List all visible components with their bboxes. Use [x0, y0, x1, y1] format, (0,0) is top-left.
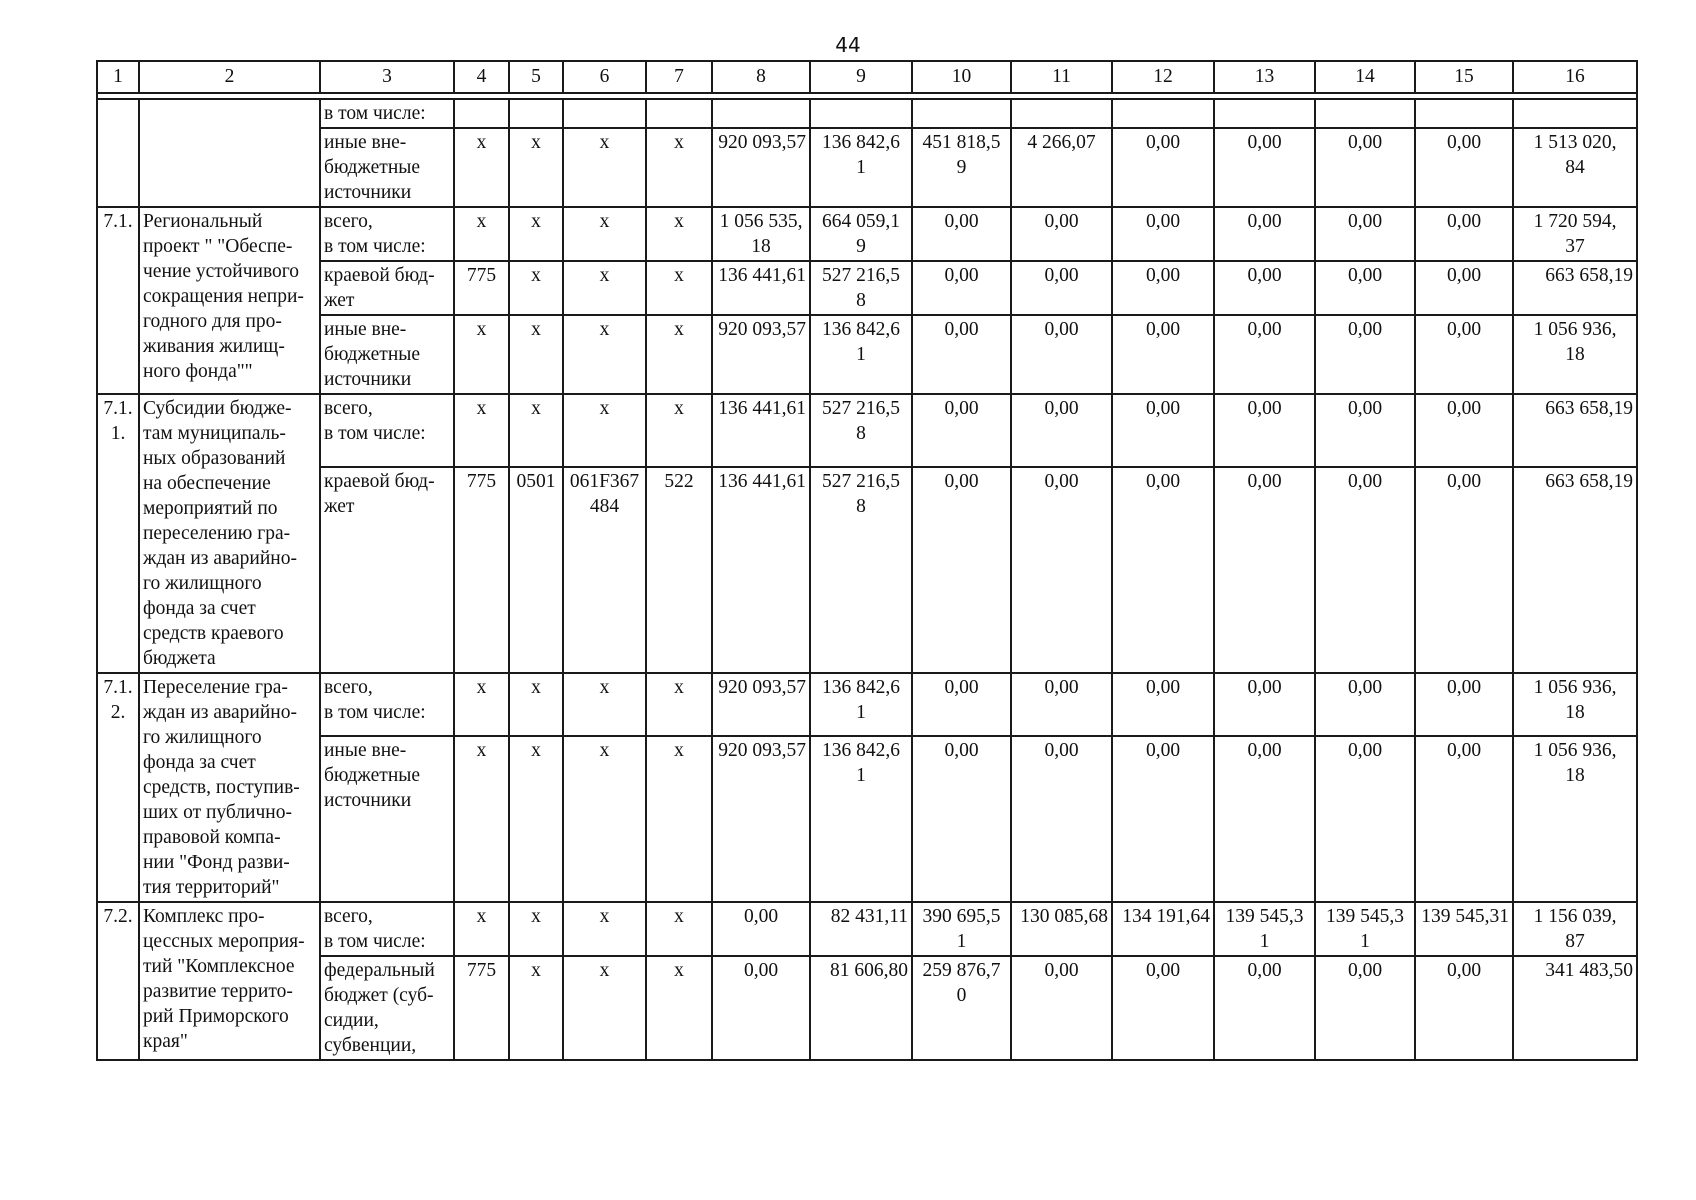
- table-cell: 0,00: [1315, 956, 1415, 1060]
- table-cell: х: [454, 315, 509, 394]
- table-cell: 0,00: [1214, 736, 1315, 902]
- table-cell: х: [646, 956, 712, 1060]
- table-cell: 0,00: [1011, 315, 1112, 394]
- table-cell: 0,00: [1112, 261, 1214, 315]
- table-cell: 0,00: [1214, 315, 1315, 394]
- table-row: [97, 315, 1637, 394]
- table-cell: х: [563, 261, 646, 315]
- header-cell: 7: [646, 61, 712, 93]
- funding-source-cell: всего, в том числе:: [320, 394, 454, 467]
- funding-source-cell: всего, в том числе:: [320, 673, 454, 736]
- table-cell: 0,00: [1011, 261, 1112, 315]
- item-name-cell: [139, 99, 320, 207]
- table-cell: 0,00: [1112, 128, 1214, 207]
- table-cell: 061F367 484: [563, 467, 646, 673]
- table-cell: 0,00: [1112, 736, 1214, 902]
- table-cell: х: [646, 394, 712, 467]
- table-cell: 1 056 535, 18: [712, 207, 810, 261]
- table-cell: 0,00: [1011, 207, 1112, 261]
- table-cell: 775: [454, 261, 509, 315]
- table-cell: 0,00: [1214, 261, 1315, 315]
- table-cell: 0,00: [1011, 736, 1112, 902]
- funding-source-cell: в том числе:: [320, 99, 454, 128]
- table-cell: 775: [454, 956, 509, 1060]
- header-cell: 8: [712, 61, 810, 93]
- table-cell: х: [563, 128, 646, 207]
- total-cell: 663 658,19: [1513, 261, 1637, 315]
- table-cell: 81 606,80: [810, 956, 912, 1060]
- table-cell: 0,00: [1415, 207, 1513, 261]
- column-number-header-row: [97, 61, 1637, 93]
- table-cell: 0,00: [1214, 394, 1315, 467]
- table-cell: 0,00: [1315, 736, 1415, 902]
- table-row: [97, 128, 1637, 207]
- total-cell: 1 720 594, 37: [1513, 207, 1637, 261]
- table-cell: х: [454, 902, 509, 956]
- table-cell: 0,00: [1315, 261, 1415, 315]
- row-number-cell: 7.1.: [97, 207, 139, 394]
- table-cell: х: [646, 673, 712, 736]
- header-cell: 13: [1214, 61, 1315, 93]
- table-cell: 0,00: [1315, 315, 1415, 394]
- total-cell: 1 156 039, 87: [1513, 902, 1637, 956]
- table-cell: 0,00: [1315, 207, 1415, 261]
- table-cell: 0,00: [1214, 207, 1315, 261]
- table-cell: 134 191,64: [1112, 902, 1214, 956]
- table-cell: 82 431,11: [810, 902, 912, 956]
- table-cell: х: [563, 902, 646, 956]
- header-cell: 16: [1513, 61, 1637, 93]
- table-cell: 0,00: [1011, 673, 1112, 736]
- table-cell: х: [509, 394, 563, 467]
- table-cell: 0,00: [912, 467, 1011, 673]
- table-cell: 527 216,5 8: [810, 394, 912, 467]
- table-cell: 0,00: [1214, 128, 1315, 207]
- total-cell: 1 513 020, 84: [1513, 128, 1637, 207]
- total-cell: 1 056 936, 18: [1513, 315, 1637, 394]
- table-cell: 139 545,3 1: [1315, 902, 1415, 956]
- table-cell: х: [646, 261, 712, 315]
- table-cell: 0,00: [1315, 128, 1415, 207]
- table-cell: 0,00: [712, 902, 810, 956]
- table-cell: х: [509, 207, 563, 261]
- table-row: [97, 956, 1637, 1060]
- table-cell: 136 441,61: [712, 467, 810, 673]
- table-cell: 136 441,61: [712, 261, 810, 315]
- table-cell: 522: [646, 467, 712, 673]
- table-cell: 0,00: [1112, 467, 1214, 673]
- table-cell: 136 441,61: [712, 394, 810, 467]
- header-cell: 10: [912, 61, 1011, 93]
- table-cell: 0,00: [1315, 673, 1415, 736]
- table-cell: 136 842,6 1: [810, 736, 912, 902]
- table-cell: 136 842,6 1: [810, 128, 912, 207]
- funding-source-cell: иные вне- бюджетные источники: [320, 315, 454, 394]
- total-cell: 1 056 936, 18: [1513, 673, 1637, 736]
- table-cell: 0,00: [1112, 956, 1214, 1060]
- row-number-cell: 7.2.: [97, 902, 139, 1060]
- table-cell: 0,00: [1112, 394, 1214, 467]
- row-number-cell: 7.1. 1.: [97, 394, 139, 673]
- table-cell: х: [509, 128, 563, 207]
- table-cell: 0,00: [1415, 956, 1513, 1060]
- header-cell: 3: [320, 61, 454, 93]
- funding-source-cell: федеральный бюджет (суб- сидии, субвенции,: [320, 956, 454, 1060]
- total-cell: 663 658,19: [1513, 394, 1637, 467]
- table-cell: 920 093,57: [712, 673, 810, 736]
- header-cell: 1: [97, 61, 139, 93]
- table-cell: 0,00: [1214, 673, 1315, 736]
- table-cell: х: [509, 315, 563, 394]
- table-cell: х: [454, 394, 509, 467]
- table-cell: х: [563, 394, 646, 467]
- header-cell: 9: [810, 61, 912, 93]
- funding-source-cell: всего, в том числе:: [320, 207, 454, 261]
- table-cell: 0,00: [1112, 315, 1214, 394]
- table-cell: 0,00: [1415, 467, 1513, 673]
- table-cell: х: [563, 315, 646, 394]
- table-row: [97, 394, 1637, 467]
- table-cell: 527 216,5 8: [810, 261, 912, 315]
- table-row: [97, 207, 1637, 261]
- table-cell: 259 876,7 0: [912, 956, 1011, 1060]
- table-cell: 0,00: [912, 394, 1011, 467]
- header-cell: 14: [1315, 61, 1415, 93]
- table-row: [97, 261, 1637, 315]
- table-cell: 4 266,07: [1011, 128, 1112, 207]
- table-cell: 0,00: [1011, 394, 1112, 467]
- table-cell: 0,00: [1415, 673, 1513, 736]
- table-cell: 0,00: [912, 736, 1011, 902]
- table-cell: х: [563, 673, 646, 736]
- table-cell: х: [509, 902, 563, 956]
- table-cell: х: [563, 736, 646, 902]
- table-cell: 0,00: [1415, 261, 1513, 315]
- table-cell: х: [454, 673, 509, 736]
- table-cell: 0,00: [1011, 956, 1112, 1060]
- table-cell: х: [646, 128, 712, 207]
- header-cell: 12: [1112, 61, 1214, 93]
- table-cell: 0,00: [912, 315, 1011, 394]
- item-name-cell: Переселение гра- ждан из аварийно- го жилищного фонда за счет средств, поступив- ших от публично- правовой компа- нии "Фонд разви- тия территорий": [139, 673, 320, 902]
- total-cell: 341 483,50: [1513, 956, 1637, 1060]
- table-cell: х: [563, 207, 646, 261]
- table-cell: 0,00: [1415, 315, 1513, 394]
- table-cell: х: [646, 315, 712, 394]
- table-cell: 664 059,1 9: [810, 207, 912, 261]
- item-name-cell: Субсидии бюдже- там муниципаль- ных образований на обеспечение мероприятий по переселению гра- ждан из аварийно- го жилищного фонда за счет средств краевого бюджета: [139, 394, 320, 673]
- table-cell: х: [454, 736, 509, 902]
- header-cell: 15: [1415, 61, 1513, 93]
- table-cell: 139 545,31: [1415, 902, 1513, 956]
- item-name-cell: Комплекс про- цессных мероприя- тий "Комплексное развитие террито- рий Приморского края": [139, 902, 320, 1060]
- table-cell: 0,00: [912, 673, 1011, 736]
- table-cell: 0,00: [1214, 467, 1315, 673]
- header-cell: 11: [1011, 61, 1112, 93]
- table-cell: 0,00: [912, 261, 1011, 315]
- funding-source-cell: иные вне- бюджетные источники: [320, 128, 454, 207]
- table-cell: 0,00: [1214, 956, 1315, 1060]
- page-number: 44: [835, 33, 861, 57]
- table-row: [97, 467, 1637, 673]
- budget-table: [96, 60, 1638, 1061]
- table-cell: 0,00: [712, 956, 810, 1060]
- table-cell: 451 818,5 9: [912, 128, 1011, 207]
- header-cell: 4: [454, 61, 509, 93]
- table-cell: 920 093,57: [712, 128, 810, 207]
- header-cell: 6: [563, 61, 646, 93]
- table-cell: 0,00: [1112, 207, 1214, 261]
- table-cell: 136 842,6 1: [810, 673, 912, 736]
- table-cell: 0,00: [1315, 394, 1415, 467]
- funding-source-cell: всего, в том числе:: [320, 902, 454, 956]
- total-cell: 663 658,19: [1513, 467, 1637, 673]
- table-cell: 527 216,5 8: [810, 467, 912, 673]
- table-cell: 0,00: [1112, 673, 1214, 736]
- table-cell: 0,00: [1315, 467, 1415, 673]
- table-cell: х: [563, 956, 646, 1060]
- table-cell: х: [646, 902, 712, 956]
- table-cell: 136 842,6 1: [810, 315, 912, 394]
- header-cell: 5: [509, 61, 563, 93]
- table-cell: 920 093,57: [712, 736, 810, 902]
- table-cell: х: [454, 207, 509, 261]
- table-row: [97, 736, 1637, 902]
- table-cell: х: [646, 207, 712, 261]
- funding-source-cell: иные вне- бюджетные источники: [320, 736, 454, 902]
- table-row: [97, 99, 1637, 128]
- table-cell: х: [509, 261, 563, 315]
- header-cell: 2: [139, 61, 320, 93]
- row-number-cell: [97, 99, 139, 207]
- table-cell: 0,00: [1415, 394, 1513, 467]
- table-cell: х: [646, 736, 712, 902]
- item-name-cell: Региональный проект " "Обеспе- чение устойчивого сокращения непри- годного для про- живания жилищ- ного фонда"": [139, 207, 320, 394]
- table-row: [97, 902, 1637, 956]
- table-cell: 775: [454, 467, 509, 673]
- table-cell: 0,00: [1415, 128, 1513, 207]
- table-cell: х: [509, 673, 563, 736]
- table-cell: 139 545,3 1: [1214, 902, 1315, 956]
- table-cell: х: [509, 956, 563, 1060]
- funding-source-cell: краевой бюд- жет: [320, 467, 454, 673]
- table-cell: 0,00: [912, 207, 1011, 261]
- table-cell: х: [454, 128, 509, 207]
- table-cell: 390 695,5 1: [912, 902, 1011, 956]
- table-cell: 130 085,68: [1011, 902, 1112, 956]
- table-cell: 0501: [509, 467, 563, 673]
- total-cell: 1 056 936, 18: [1513, 736, 1637, 902]
- table-cell: 0,00: [1415, 736, 1513, 902]
- funding-source-cell: краевой бюд- жет: [320, 261, 454, 315]
- row-number-cell: 7.1. 2.: [97, 673, 139, 902]
- table-cell: 0,00: [1011, 467, 1112, 673]
- table-cell: 920 093,57: [712, 315, 810, 394]
- table-cell: х: [509, 736, 563, 902]
- table-row: [97, 673, 1637, 736]
